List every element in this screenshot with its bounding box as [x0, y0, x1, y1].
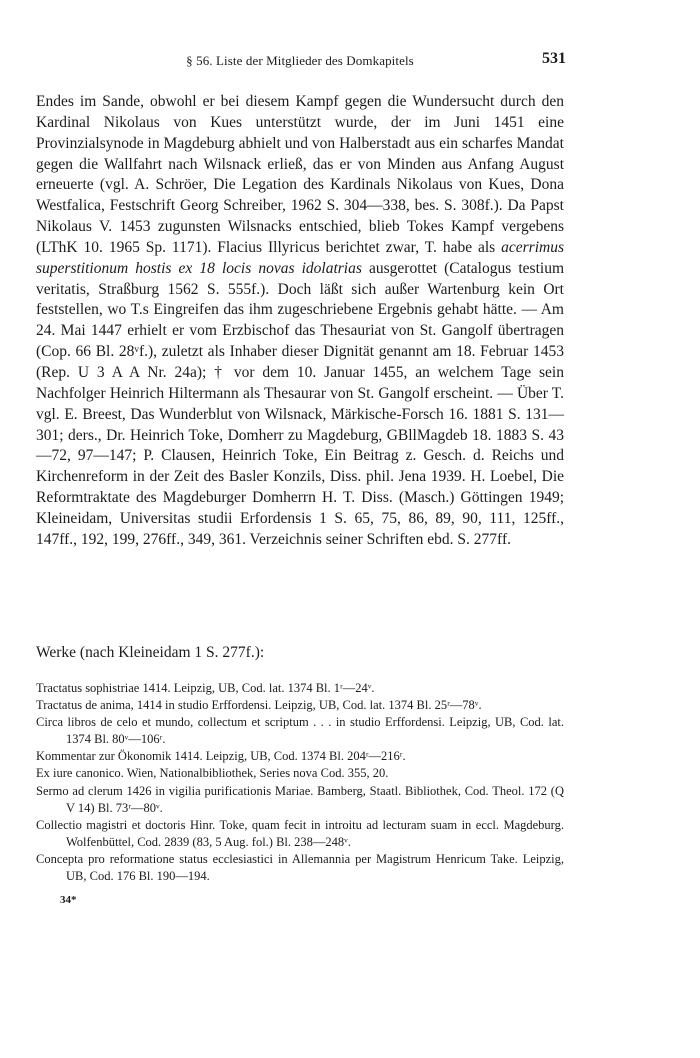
- works-list: [36, 680, 564, 885]
- works-heading: Werke (nach Kleineidam 1 S. 277f.):: [36, 644, 265, 661]
- body-text-part-2: ausgerottet (Catalogus testium veritatis, Straßburg 1562 S. 555f.). Doch läßt sich außer Wartenburg kein Ort feststellen, wo T.s Eingreifen das ihm zugeschriebene Ergebnis gehabt hätte. — Am 24. Mai 1447 erhielt er vom Erzbischof das Thesauriat von St. Gangolf übertragen (Cop. 66 Bl. 28ᵛf.), zuletzt als Inhaber dieser Dignität genannt am 18. Februar 1453 (Rep. U 3 A A Nr. 24a); † vor dem 10. Januar 1455, an welchem Tage sein Nachfolger Heinrich Hiltermann als Thesaurar von St. Gangolf erscheint. — Über T. vgl. E. Breest, Das Wunderblut von Wilsnack, Märkische-Forsch 16. 1881 S. 131—301; ders., Dr. Heinrich Toke, Domherr zu Magdeburg, GBllMagdeb 18. 1883 S. 43—72, 97—147; P. Clausen, Heinrich Toke, Ein Beitrag z. Gesch. d. Reichs und Kirchenreform in der Zeit des Basler Konzils, Diss. phil. Jena 1939. H. Loebel, Die Reformtraktate des Magdeburger Domherrn H. T. Diss. (Masch.) Göttingen 1949; Kleineidam, Universitas studii Erfordensis 1 S. 65, 75, 86, 89, 90, 111, 125ff., 147ff., 192, 199, 276ff., 349, 361. Verzeichnis seiner Schriften ebd. S. 277ff.: [36, 259, 564, 548]
- header-title: § 56. Liste der Mitglieder des Domkapitels: [186, 53, 414, 68]
- running-header: [36, 50, 564, 72]
- work-entry: Tractatus de anima, 1414 in studio Erffordensi. Leipzig, UB, Cod. lat. 1374 Bl. 25ʳ—78ᵛ.: [36, 698, 482, 713]
- body-text-part-1: Endes im Sande, obwohl er bei diesem Kampf gegen die Wundersucht durch den Kardinal Nikolaus von Kues unterstützt wurde, der im Juni 1451 eine Provinzialsynode in Magdeburg abhielt und von Halberstadt aus ein scharfes Mandat gegen die Wallfahrt nach Wilsnack erließ, das er von Minden aus Anfang August erneuerte (vgl. A. Schröer, Die Legation des Kardinals Nikolaus von Kues, Dona Westfalica, Festschrift Georg Schreiber, 1962 S. 304—338, bes. S. 308f.). Da Papst Nikolaus V. 1453 zugunsten Wilsnacks entschied, blieb Tokes Kampf vergebens (LThK 10. 1965 Sp. 1171). Flacius Illyricus berichtet zwar, T. habe als: [36, 93, 564, 256]
- work-entry: Tractatus sophistriae 1414. Leipzig, UB, Cod. lat. 1374 Bl. 1ʳ—24ᵛ.: [36, 681, 375, 695]
- body-paragraph: [36, 92, 564, 551]
- signature-mark: 34*: [60, 894, 77, 906]
- page-number: 531: [542, 50, 566, 67]
- work-entry: Kommentar zur Ökonomik 1414. Leipzig, UB, Cod. 1374 Bl. 204ʳ—216ʳ.: [36, 749, 406, 764]
- work-entry: Collectio magistri et doctoris Hinr. Toke, quam fecit in introitu ad lecturam suam in eccl. Magdeburg. Wolfenbüttel, Cod. 2839 (83, 5 Aug. fol.) Bl. 238—248ᵛ.: [36, 817, 564, 849]
- body-text: [36, 92, 564, 551]
- work-entry: Ex iure canonico. Wien, Nationalbibliothek, Series nova Cod. 355, 20.: [36, 766, 389, 781]
- work-entry: Concepta pro reformatione status ecclesiastici in Allemannia per Magistrum Henricum Take. Leipzig, UB, Cod. 176 Bl. 190—194.: [36, 851, 564, 884]
- work-entry: Circa libros de celo et mundo, collectum et scriptum . . . in studio Erffordensi. Leipzig, UB, Cod. lat. 1374 Bl. 80ᵛ—106ʳ.: [36, 715, 564, 747]
- latin-quote: acerrimus superstitionum hostis ex 18 locis novas idolatrias: [36, 238, 564, 277]
- work-entry: Sermo ad clerum 1426 in vigilia purificationis Mariae. Bamberg, Staatl. Bibliothek, Cod. Theol. 172 (Q V 14) Bl. 73ʳ—80ᵛ.: [36, 783, 564, 815]
